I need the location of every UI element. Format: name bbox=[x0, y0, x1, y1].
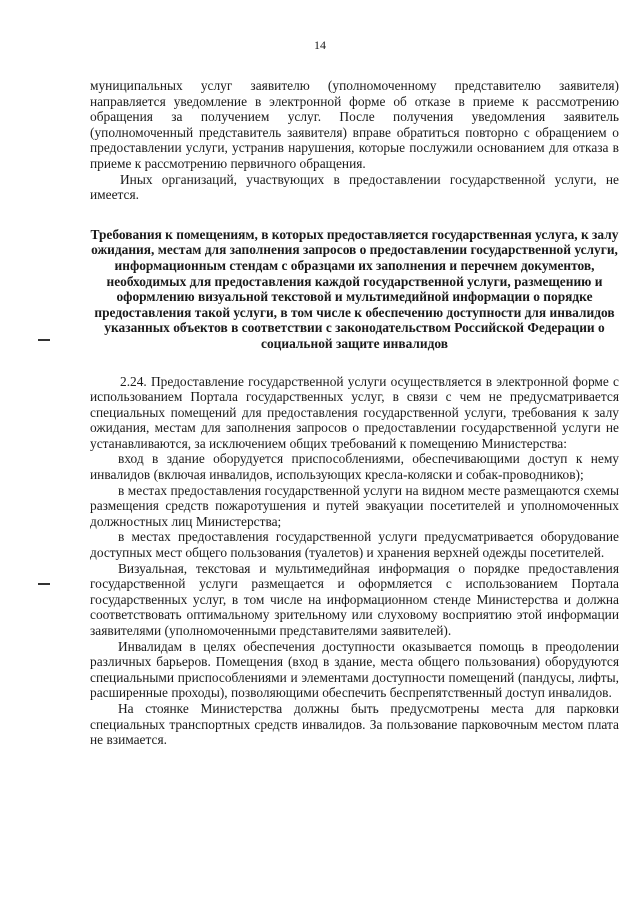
paragraph-visual-information: Визуальная, текстовая и мультимедийная информация о порядке предоставления государственной услуги размещается и оформляется с использованием Портала государственных услуг, в том числе на информационном стенде Министерства и должна соответствовать оптимальному зрительному или слуховому восприятию этой информации заявителями (уполномоченными представителями заявителей). bbox=[90, 560, 619, 638]
paragraph-entrance: вход в здание оборудуется приспособлениями, обеспечивающими доступ к нему инвалидов (включая инвалидов, использующих кресла-коляски и собак-проводников); bbox=[90, 451, 619, 483]
document-body bbox=[90, 78, 619, 748]
paragraph-public-facilities: в местах предоставления государственной услуги предусматривается оборудование доступных мест общего пользования (туалетов) и хранения верхней одежды посетителей. bbox=[90, 529, 619, 561]
paragraph-accessibility-assistance: Инвалидам в целях обеспечения доступности оказывается помощь в преодолении различных барьеров. Помещения (вход в здание, места общего пользования) оборудуются специальными приспособлениями и элементами доступности помещений (пандусы, лифты, расширенные проходы), позволяющими обеспечить беспрепятственный доступ инвалидов. bbox=[90, 638, 619, 701]
margin-mark-lower bbox=[38, 583, 50, 585]
paragraph-parking: На стоянке Министерства должны быть предусмотрены места для парковки специальных транспортных средств инвалидов. За пользование парковочным местом плата не взимается. bbox=[90, 700, 619, 748]
section-heading: Требования к помещениям, в которых предоставляется государственная услуга, к залу ожидания, местам для заполнения запросов о предоставлении государственной услуги, информационным стендам с образцами их заполнения и перечнем документов, необходимых для предоставления каждой государственной услуги, размещению и оформлению визуальной текстовой и мультимедийной информации о порядке предоставления такой услуги, в том числе к обеспечению доступности для инвалидов указанных объектов в соответствии с законодательством Российской Федерации о социальной защите инвалидов bbox=[90, 226, 619, 351]
paragraph-evacuation-schemes: в местах предоставления государственной услуги на видном месте размещаются схемы размещения средств пожаротушения и путей эвакуации посетителей и уполномоченных должностных лиц Министерства; bbox=[90, 482, 619, 529]
paragraph-no-other-organizations: Иных организаций, участвующих в предоставлении государственной услуги, не имеется. bbox=[90, 171, 619, 203]
paragraph-refusal-notice: муниципальных услуг заявителю (уполномоченному представителю заявителя) направляется уведомление в электронной форме об отказе в приеме к рассмотрению обращения за получением услуг. После получения уведомления заявитель (уполномоченный представитель заявителя) вправе обратиться повторно с обращением о предоставлении услуги, устранив нарушения, которые послужили основанием для отказа в приеме к рассмотрению первичного обращения. bbox=[90, 78, 619, 171]
page-number: 14 bbox=[314, 38, 326, 52]
margin-mark-upper bbox=[38, 339, 50, 341]
paragraph-2-24: 2.24. Предоставление государственной услуги осуществляется в электронной форме с использованием Портала государственных услуг, в связи с чем не предусматривается специальных помещений для предоставления государственной услуги, требования к залу ожидания, местам для заполнения запросов о предоставлении государственной услуги не устанавливаются, за исключением общих требований к помещению Министерства: bbox=[90, 373, 619, 451]
